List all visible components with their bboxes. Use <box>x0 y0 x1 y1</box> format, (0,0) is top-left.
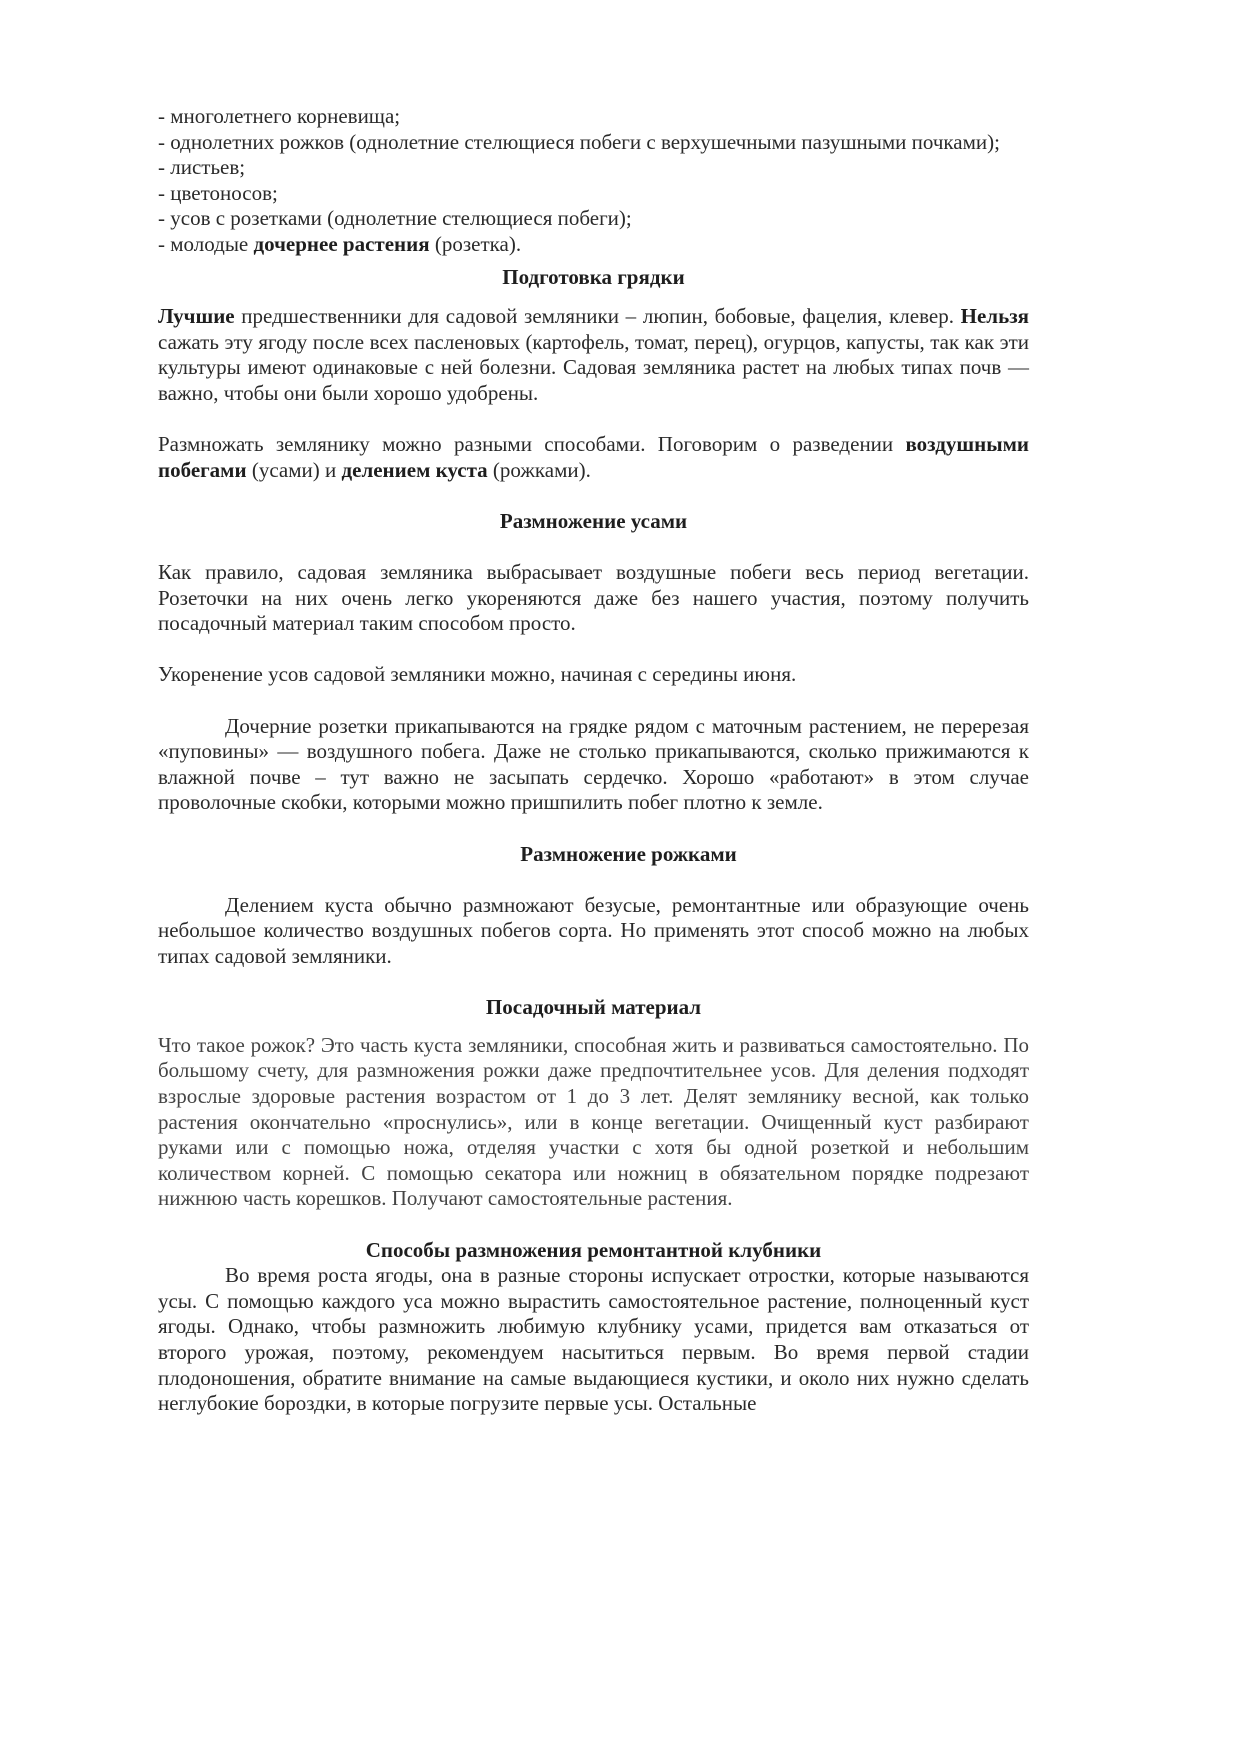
text: Размножать землянику можно разными способами. Поговорим о разведении <box>158 432 906 457</box>
paragraph-runners-1: Как правило, садовая земляника выбрасывает воздушные побеги весь период вегетации. Розеточки на них очень легко укореняются даже без нашего участия, поэтому получить посадочный материал таким способом просто. <box>158 560 1029 636</box>
document-page <box>158 104 1029 1417</box>
text: (усами) и <box>246 457 342 482</box>
paragraph-remontant: Во время роста ягоды, она в разные стороны испускает отростки, которые называются усы. С помощью каждого уса можно вырастить самостоятельное растение, полноценный куст ягоды. Однако, чтобы размножить любимую клубнику усами, придется вам отказаться от второго урожая, поэтому, рекомендуем насытиться первым. Во время первой стадии плодоношения, обратите внимание на самые выдающиеся кустики, и около них нужно сделать неглубокие бороздки, в которые погрузите первые усы. Остальные <box>158 1263 1029 1416</box>
bold-text: Лучшие <box>158 304 235 329</box>
paragraph-predecessors <box>158 304 1029 406</box>
list-item: - однолетних рожков (однолетние стелющиеся побеги с верхушечными пазушными почками); <box>158 129 1000 154</box>
heading-crowns: Размножение рожками <box>520 841 737 866</box>
paragraph-methods <box>158 432 1029 483</box>
list-item: - цветоносов; <box>158 180 278 205</box>
heading-bed-preparation: Подготовка грядки <box>502 264 685 289</box>
list-item-text: (розетка). <box>429 231 522 256</box>
list-item: - многолетнего корневища; <box>158 104 401 128</box>
heading-runners: Размножение усами <box>499 508 688 533</box>
text: (рожками). <box>487 457 591 482</box>
bold-text: делением куста <box>341 457 488 482</box>
list-item <box>158 232 1029 258</box>
paragraph-crowns: Делением куста обычно размножают безусые, ремонтантные или образующие очень небольшое количество воздушных побегов сорта. Но применять этот способ можно на любых типах садовой земляники. <box>158 892 1029 968</box>
paragraph-planting-material: Что такое рожок? Это часть куста земляники, способная жить и развиваться самостоятельно. По большому счету, для размножения рожки даже предпочтительнее усов. Для деления подходят взрослые здоровые растения возрастом от 1 до 3 лет. Делят землянику весной, как только растения окончательно «проснулись», или в конце вегетации. Очищенный куст разбирают руками или с помощью ножа, отделяя участки с хотя бы одной розеткой и небольшим количеством корней. С помощью секатора или ножниц в обязательном порядке подрезают нижнюю часть корешков. Получают самостоятельные растения. <box>158 1032 1029 1211</box>
list-item-text: - молодые <box>158 231 254 256</box>
text: предшественники для садовой земляники – люпин, бобовые, фацелия, клевер. <box>234 304 961 329</box>
list-item: - усов с розетками (однолетние стелющиеся побеги); <box>158 206 632 231</box>
text: сажать эту ягоду после всех пасленовых (картофель, томат, перец), огурцов, капусты, так как эти культуры имеют одинаковые с ней болезни. Садовая земляника растет на любых типах почв — важно, чтобы они были хорошо удобрены. <box>158 329 1029 405</box>
heading-remontant: Способы размножения ремонтантной клубники <box>365 1237 822 1262</box>
bold-text: воздушными побегами <box>158 432 1029 482</box>
paragraph-runners-3: Дочерние розетки прикапываются на грядке рядом с маточным растением, не перерезая «пуповины» — воздушного побега. Даже не столько прикапываются, сколько прижимаются к влажной почве – тут важно не засыпать сердечко. Хорошо «работают» в этом случае проволочные скобки, которыми можно пришпилить побег плотно к земле. <box>158 713 1029 815</box>
paragraph-runners-2: Укоренение усов садовой земляники можно, начиная с середины июня. <box>158 662 797 687</box>
list-item-bold: дочернее растения <box>253 231 430 256</box>
list-item: - листьев; <box>158 155 246 180</box>
heading-planting-material: Посадочный материал <box>485 995 702 1020</box>
bold-text: Нельзя <box>960 304 1029 329</box>
